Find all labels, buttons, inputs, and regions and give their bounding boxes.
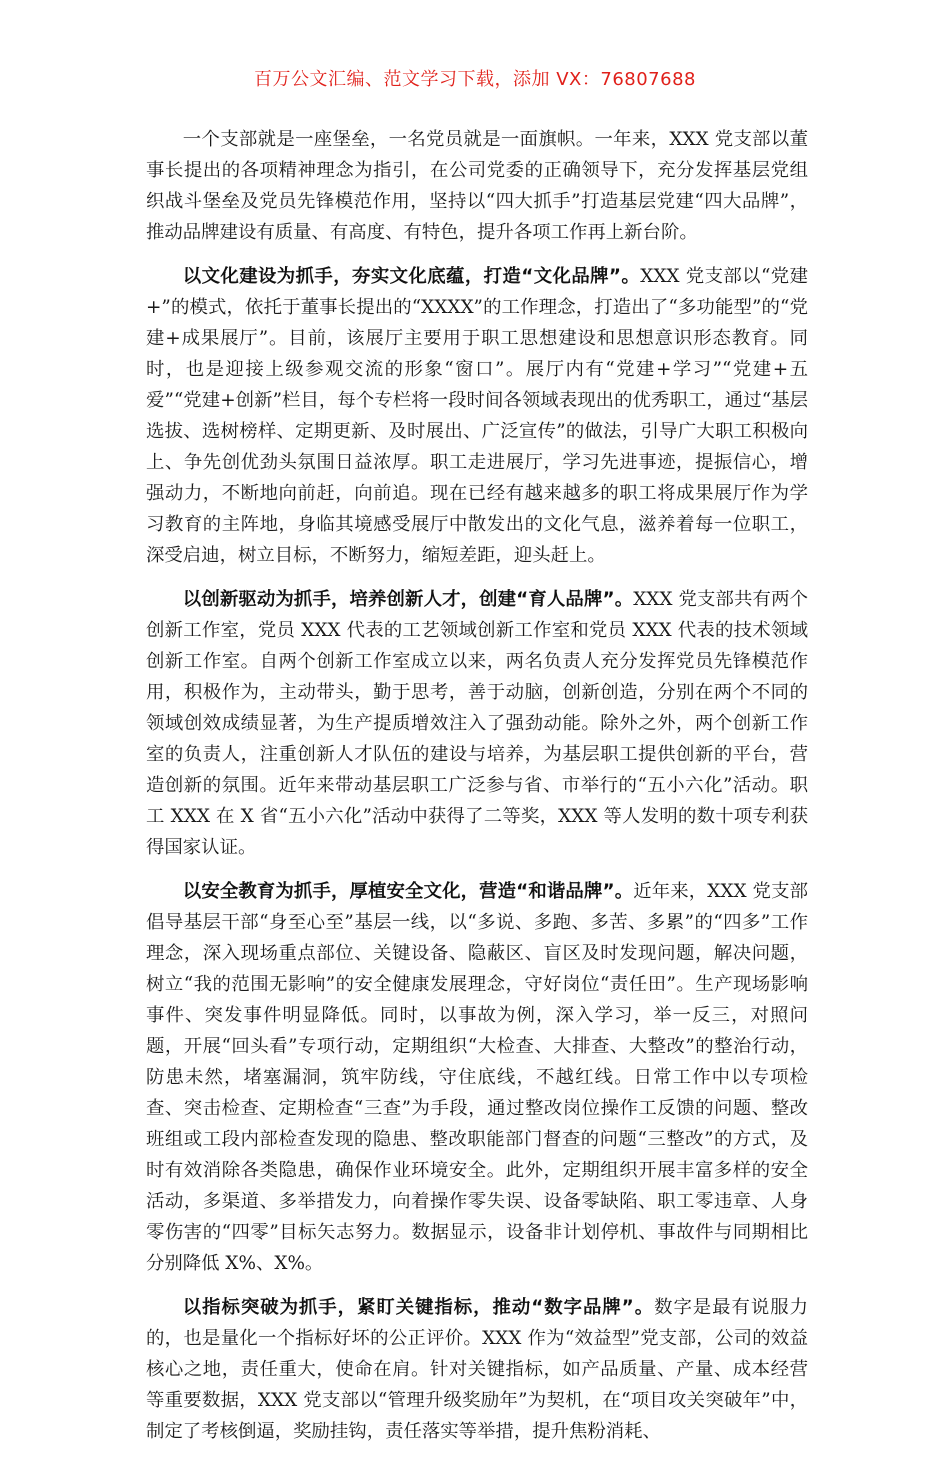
paragraph-text: XXX 党支部以“党建+”的模式，依托于董事长提出的“XXXX”的工作理念，打造出了“多功能型”的“党建+成果展厅”。目前，该展厅主要用于职工思想建设和思想意识形态教育。同时，也是迎接上级参观交流的形象“窗口”。展厅内有“党建+学习”“党建+五爱”“党建+创新”栏目，每个专栏将一段时间各领域表现出的优秀职工，通过“基层选拔、选树榜样、定期更新、及时展出、广泛宣传”的做法，引导广大职工积极向上、争先创优劲头氛围日益浓厚。职工走进展厅，学习先进事迹，提振信心，增强动力，不断地向前赶，向前追。现在已经有越来越多的职工将成果展厅作为学习教育的主阵地，身临其境感受展厅中散发出的文化气息，滋养着每一位职工，深受启迪，树立目标，不断努力，缩短差距，迎头赶上。 [146,266,808,566]
paragraph-lead: 以安全教育为抓手，厚植安全文化，营造“和谐品牌”。 [182,881,634,902]
paragraph-text: XXX 党支部共有两个创新工作室，党员 XXX 代表的工艺领域创新工作室和党员 XXX 代表的技术领域创新工作室。自两个创新工作室成立以来，两名负责人充分发挥党员先锋模范作用，积极作为，主动带头，勤于思考，善于动脑，创新创造，分别在两个不同的领域创效成绩显著，为生产提质增效注入了强劲动能。除外之外，两个创新工作室的负责人，注重创新人才队伍的建设与培养，为基层职工提供创新的平台，营造创新的氛围。近年来带动基层职工广泛参与省、市举行的“五小六化”活动。职工 XXX 在 X 省“五小六化”活动中获得了二等奖，XXX 等人发明的数十项专利获得国家认证。 [146,589,808,858]
paragraph-lead: 以文化建设为抓手，夯实文化底蕴，打造“文化品牌”。 [182,266,641,287]
paragraph-text: 近年来，XXX 党支部倡导基层干部“身至心至”基层一线，以“多说、多跑、多苦、多累”的“四多”工作理念，深入现场重点部位、关键设备、隐蔽区、盲区及时发现问题，解决问题，树立“我的范围无影响”的安全健康发展理念，守好岗位“责任田”。生产现场影响事件、突发事件明显降低。同时，以事故为例，深入学习，举一反三，对照问题，开展“回头看”专项行动，定期组织“大检查、大排查、大整改”的整治行动，防患未然，堵塞漏洞，筑牢防线，守住底线，不越红线。日常工作中以专项检查、突击检查、定期检查“三查”为手段，通过整改岗位操作工反馈的问题、整改班组或工段内部检查发现的隐患、整改职能部门督查的问题“三整改”的方式，及时有效消除各类隐患，确保作业环境安全。此外，定期组织开展丰富多样的安全活动，多渠道、多举措发力，向着操作零失误、设备零缺陷、职工零违章、人身零伤害的“四零”目标矢志努力。数据显示，设备非计划停机、事故件与同期相比分别降低 X%、X%。 [146,881,808,1274]
paragraph-digital-brand [146,1292,808,1447]
paragraph-culture-brand [146,261,808,571]
paragraph-lead: 以指标突破为抓手，紧盯关键指标，推动“数字品牌”。 [182,1297,655,1318]
paragraph-text: 数字是最有说服力的，也是量化一个指标好坏的公正评价。XXX 作为“效益型”党支部，公司的效益核心之地，责任重大，使命在肩。针对关键指标，如产品质量、产量、成本经营等重要数据，XXX 党支部以“管理升级奖励年”为契机，在“项目攻关突破年”中，制定了考核倒逼，奖励挂钩，责任落实等举措，提升焦粉消耗、 [146,1297,808,1442]
header-banner: 百万公文汇编、范文学习下载，添加 VX：76807688 [254,69,696,90]
paragraph-talent-brand [146,584,808,863]
paragraph-intro [146,124,808,248]
document-body [146,124,808,1460]
paragraph-harmony-brand [146,876,808,1279]
paragraph-text: 一个支部就是一座堡垒，一名党员就是一面旗帜。一年来，XXX 党支部以董事长提出的各项精神理念为指引，在公司党委的正确领导下，充分发挥基层党组织战斗堡垒及党员先锋模范作用，坚持以“四大抓手”打造基层党建“四大品牌”，推动品牌建设有质量、有高度、有特色，提升各项工作再上新台阶。 [146,129,808,243]
paragraph-lead: 以创新驱动为抓手，培养创新人才，创建“育人品牌”。 [182,589,634,610]
